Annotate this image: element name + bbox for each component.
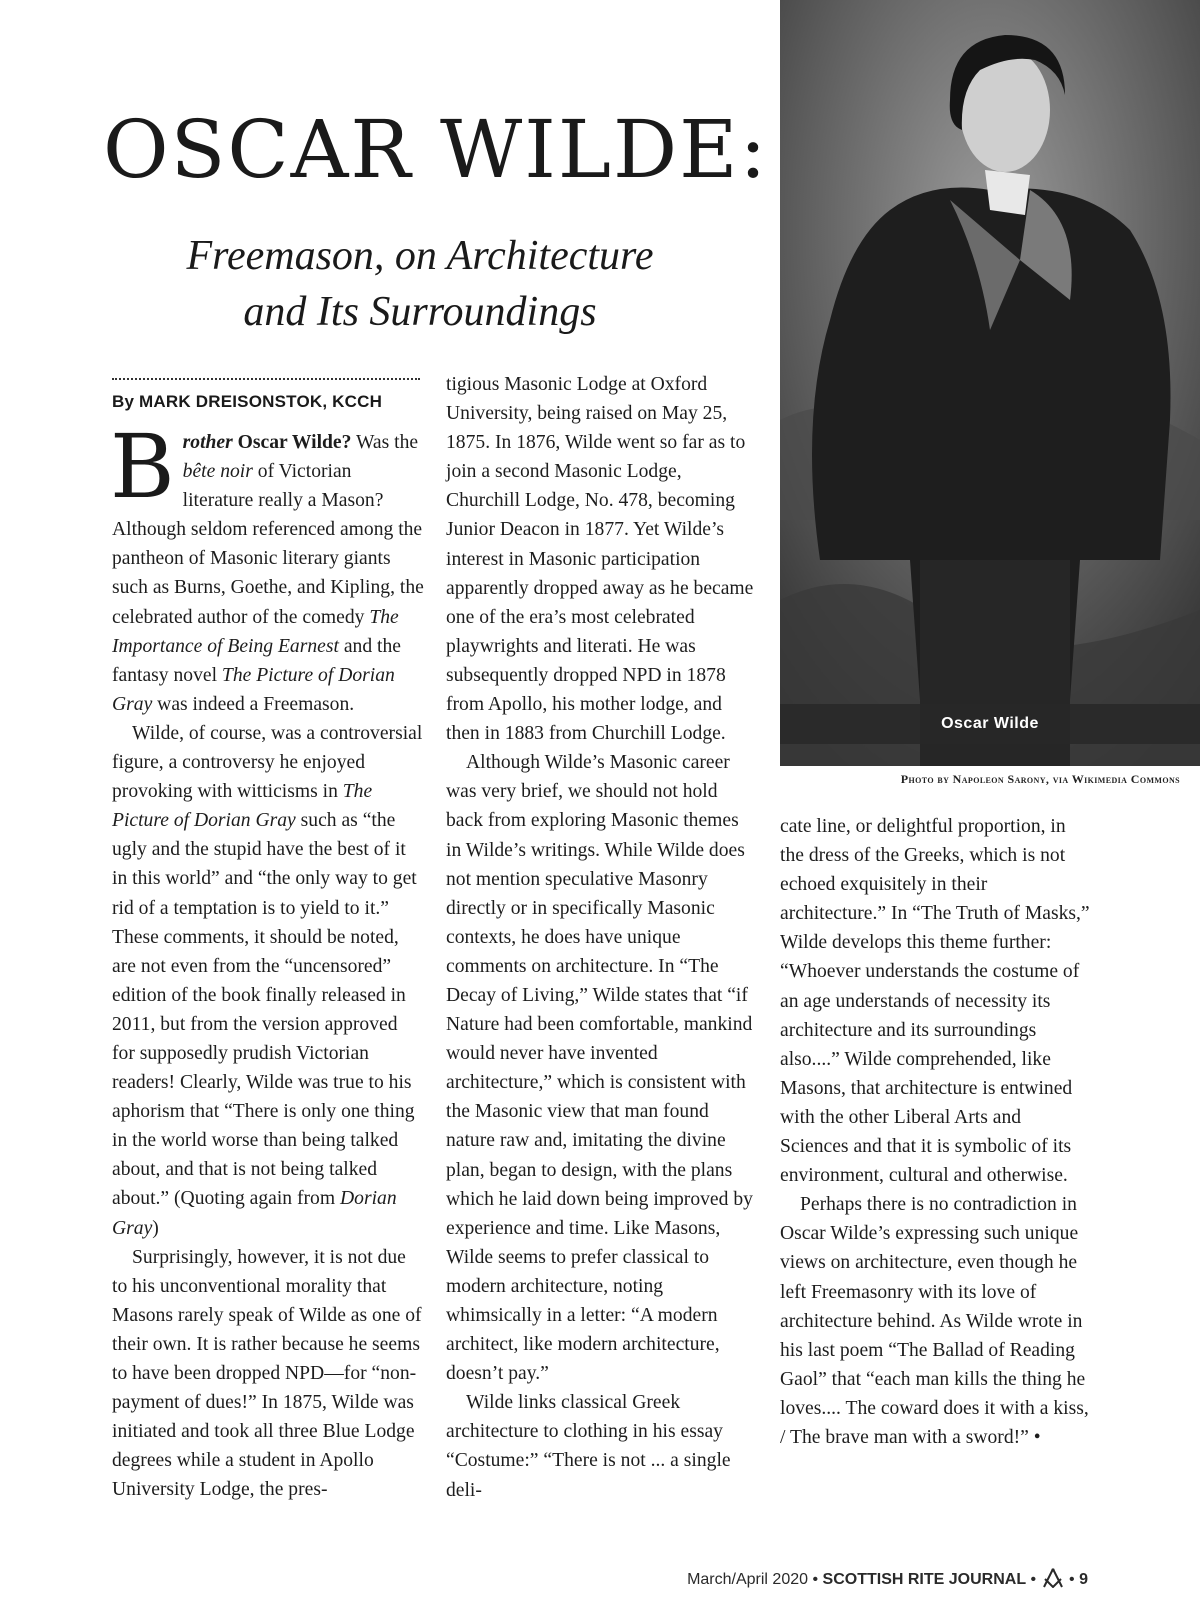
column-1 bbox=[110, 415, 424, 1504]
paragraph-2 bbox=[112, 719, 424, 1243]
photo-credit: Photo by Napoleon Sarony, via Wikimedia Commons bbox=[900, 772, 1180, 786]
paragraph-8: Perhaps there is no contradiction in Oscar Wilde’s expressing such unique views on architecture, even though he left Freemasonry with its love of architecture behind. As Wilde wrote in his last poem “The Ballad of Reading Gaol” that “each man kills the thing he loves.... The coward does it with a kiss, / The brave man with a sword!” • bbox=[780, 1194, 1089, 1448]
paragraph-4: tigious Masonic Lodge at Oxford University, being raised on May 25, 1875. In 1876, Wilde went so far as to join a second Masonic Lodge, Churchill Lodge, No. 478, becoming Junior Deacon in 1877. Yet Wilde’s interest in Masonic participation apparently dropped away as he became one of the era’s most celebrated playwrights and literati. He was subsequently dropped NPD in 1878 from Apollo, his mother lodge, and then in 1883 from Churchill Lodge. bbox=[446, 374, 754, 745]
byline-divider bbox=[112, 378, 420, 380]
photo-caption: Oscar Wilde bbox=[780, 704, 1200, 744]
paragraph-6: Wilde links classical Greek architecture to clothing in his essay “Costume:” “There is not ... a single deli- bbox=[446, 1392, 731, 1501]
text-run: Oscar Wilde? bbox=[232, 432, 352, 453]
text-run: The Picture of Dorian Gray bbox=[112, 781, 373, 832]
text-run: was indeed a Freemason. bbox=[152, 693, 355, 715]
separator: • bbox=[1064, 1571, 1080, 1588]
text-run: ) bbox=[152, 1217, 159, 1239]
paragraph-3: Surprisingly, however, it is not due to his unconventional morality that Masons rarely speak of Wilde as one of their own. It is rather because he seems to have been dropped NPD—for “non-payment of dues!” In 1875, Wilde was initiated and took all three Blue Lodge degrees while a student in Apollo University Lodge, the pres- bbox=[112, 1246, 422, 1501]
byline: By MARK DREISONSTOK, KCCH bbox=[112, 392, 383, 411]
journal-name: SCOTTISH RITE JOURNAL bbox=[822, 1571, 1027, 1588]
text-run: of Victorian literature really a Mason? Although seldom referenced among the pantheon of Masonic literary giants such as Burns, Goethe, and Kipling, the celebrated author of the comedy bbox=[112, 461, 424, 628]
text-run: such as “the ugly and the stupid have the best of it in this world” and “the only way to get rid of a temptation is to yield to it.” These comments, it should be noted, are not even from the “uncensored” edition of the book finally released in 2011, but from the version approved for supposedly prudish Victorian readers! Clearly, Wilde was true to his aphorism that “There is only one thing in the world worse than being talked about, and that is not being talked about.” (Quoting again from bbox=[112, 810, 417, 1210]
drop-cap: B bbox=[110, 415, 175, 518]
article-subtitle bbox=[110, 228, 730, 340]
text-run: The Importance of Being Earnest bbox=[112, 606, 399, 657]
column-3 bbox=[780, 812, 1090, 1452]
text-run: Dorian Gray bbox=[112, 1188, 397, 1239]
paragraph-5: Although Wilde’s Masonic career was very brief, we should not hold back from exploring Masonic themes in Wilde’s writings. While Wilde does not mention speculative Masonry directly or in specifically Masonic contexts, he does have unique comments on architecture. In “The Decay of Living,” Wilde states that “if Nature had been comfortable, mankind would never have invented architecture,” which is consistent with the Masonic view that man found nature raw and, imitating the divine plan, began to design, with the plans which he laid down being improved by experience and time. Like Masons, Wilde seems to prefer classical to modern architecture, noting whimsically in a letter: “A modern architect, like modern architecture, doesn’t pay.” bbox=[446, 752, 753, 1385]
portrait-photo bbox=[780, 0, 1200, 766]
page-number: 9 bbox=[1079, 1571, 1088, 1588]
subtitle-line-2: and Its Surroundings bbox=[243, 289, 597, 335]
paragraph-1 bbox=[110, 415, 424, 719]
text-run: The Picture of Dorian Gray bbox=[112, 664, 395, 715]
separator: • bbox=[808, 1571, 823, 1588]
square-and-compasses-icon bbox=[1041, 1568, 1065, 1588]
issue-date: March/April 2020 bbox=[687, 1571, 809, 1588]
text-run: and the fantasy novel bbox=[112, 635, 401, 686]
portrait-image bbox=[780, 0, 1200, 766]
article-title: OSCAR WILDE: bbox=[103, 103, 769, 196]
text-run: rother bbox=[182, 432, 233, 453]
text-run: Was the bbox=[351, 432, 419, 453]
subtitle-line-1: Freemason, on Architecture bbox=[186, 233, 654, 279]
text-run: bête noir bbox=[182, 461, 253, 483]
column-2 bbox=[446, 370, 758, 1505]
paragraph-7: cate line, or delightful proportion, in the dress of the Greeks, which is not echoed exquisitely in their architecture.” In “The Truth of Masks,” Wilde develops this theme further: “Whoever understands the costume of an age understands of necessity its architecture and its surroundings also....” Wilde comprehended, like Masons, that architecture is entwined with the other Liberal Arts and Sciences and that it is symbolic of its environment, cultural and otherwise. bbox=[780, 816, 1090, 1187]
separator: • bbox=[1026, 1571, 1041, 1588]
page-footer bbox=[687, 1568, 1088, 1589]
text-run: Wilde, of course, was a controversial figure, a controversy he enjoyed provoking with witticisms in bbox=[112, 722, 423, 803]
